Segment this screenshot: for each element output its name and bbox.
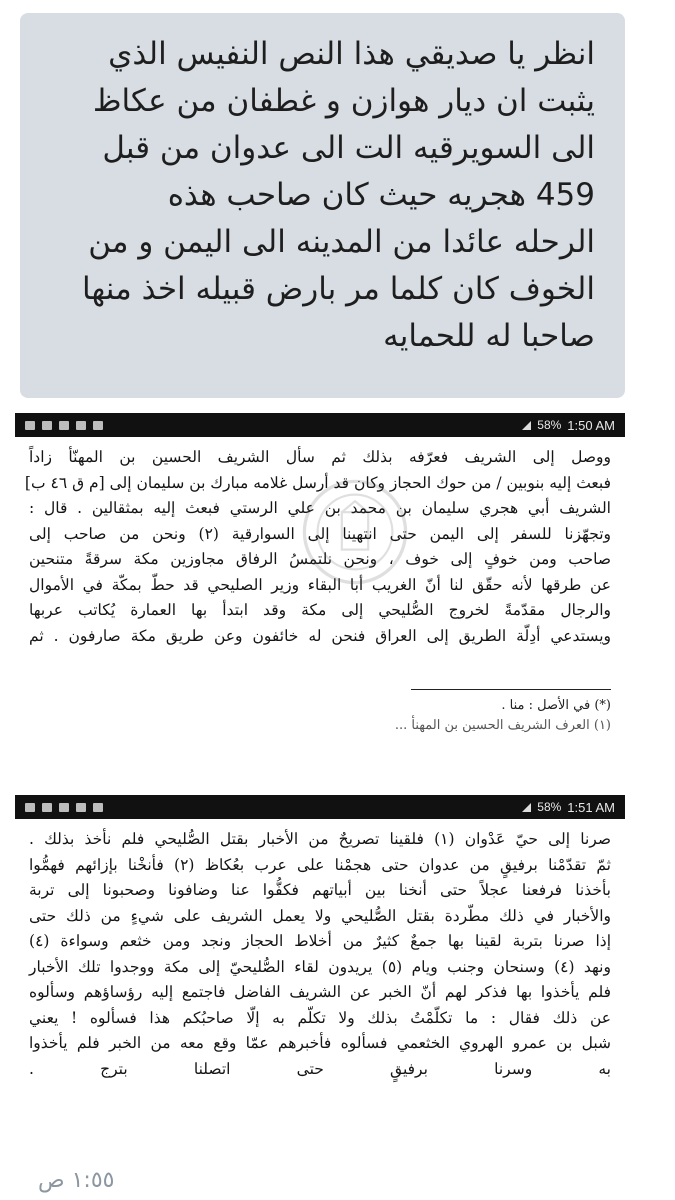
signal-icon xyxy=(522,803,531,812)
notification-icon xyxy=(25,803,35,812)
headset-icon xyxy=(93,803,103,812)
chat-message-bubble[interactable] xyxy=(20,13,625,398)
status-bar xyxy=(15,795,625,819)
book-text-line: صاحب ومن خوفٍ إلى خوف ، ونحن نلتمسُ الرفاق مجاوزين مكة سرقةً متنحين xyxy=(29,550,611,568)
status-bar xyxy=(15,413,625,437)
book-text-line: وتجهّزنا للسفر إلى اليمن حتى انتهينا إلى السوارقية (٢) ونحن من صاحب إلى xyxy=(29,524,611,543)
book-page xyxy=(15,437,625,733)
battery-level: 58% xyxy=(537,800,562,814)
message-line: يثبت ان ديار هوازن و غطفان من عكاظ xyxy=(92,83,595,119)
message-line: الى السويرقيه الت الى عدوان من قبل xyxy=(102,130,595,166)
footnote-cut: (١) العرف الشريف الحسين بن المهنأ ... xyxy=(394,718,611,733)
gallery-icon xyxy=(42,803,52,812)
book-text-line: ويستدعي أدِلّة الطريق إلى العراق فنحن له خائفون وعن طريق مكة صارفون . ثم xyxy=(29,626,611,645)
battery-level: 58% xyxy=(537,418,562,432)
book-text-line: بأخذنا فرفعنا عجلاً حتى أنخنا بين أبياتهم فكفُّوا عنا وضافونا وصحبونا إلى تربة xyxy=(29,881,611,899)
clock: 1:51 AM xyxy=(567,799,615,815)
book-text-line: ووصل إلى الشريف فعرّفه بذلك ثم سأل الشريف الحسين بن المهنّأ زاداً xyxy=(29,448,611,466)
message-timestamp: ١:٥٥ ص xyxy=(38,1168,115,1193)
headset-icon xyxy=(93,421,103,430)
book-text-line: ثمّ تقدّمْنا برفيقٍ من عدوان حتى هجمْنا على عرب بعُكاظ (٢) فأنخْنا بإزائهم فهمُّوا xyxy=(29,855,611,874)
book-text-line: به وسرنا برفيقٍ حتى اتصلنا بترج . xyxy=(29,1059,611,1078)
book-text-line: فبعث إليه بنوبين / من حوك الحجاز وكان قد أرسل غلامه مبارك بن سليمان إلى [م ق ٤٦ ب] xyxy=(24,473,611,492)
message-line: انظر يا صديقي هذا النص النفيس الذي xyxy=(108,36,595,72)
book-text-line: عن ذلك فقال : ما تكلّمْتُ بذلك ولا تكلّم به إلّا صاحبُكم هذا فسألوه ! يعني xyxy=(29,1008,611,1027)
book-text-line: والأخبار في ذلك مطّردة بقتل الصُّليحي ولا يعمل الشريف على شيءٍ من ذلك حتى xyxy=(29,906,611,925)
signal-icon xyxy=(522,421,531,430)
message-icon xyxy=(59,803,69,812)
book-text-line: شبل بن عمرو الهروي الخثعمي فسألوه فأخبرهم عمّا وقع معه من الخبر فلم يأخذوا xyxy=(29,1034,611,1052)
book-text-line: صرنا إلى حيّ عَدْوان (١) فلقينا تصريحٌ من الأخبار بقتل الصُّليحي فلم نأخذ بذلك . xyxy=(29,830,611,848)
message-line: صاحبا له للحمايه xyxy=(383,318,595,354)
message-icon xyxy=(59,421,69,430)
footnote-rule xyxy=(411,689,611,690)
book-text-line: فلم يأخذوا بها فذكر لهم أنّ الخبر عن الشريف الفاضل فاجتمع إليه رؤساؤهم وسألوه xyxy=(29,983,611,1001)
gallery-icon xyxy=(42,421,52,430)
message-line: الخوف كان كلما مر بارض قبيله اخذ منها xyxy=(82,271,595,307)
book-page xyxy=(15,819,625,1082)
notification-icon xyxy=(25,421,35,430)
book-text-line: إذا صرنا بتربة لقينا بها جمعٌ كثيرٌ من أخلاط الحجاز ونجد ومن خثعم وسواءة (٤) xyxy=(29,932,611,950)
book-text-line: والرجال مقدّمةً لخروج الصُّليحي إلى مكة وقد ابتدأ بها العمارة يُكاتب عربها xyxy=(29,601,611,619)
image-icon xyxy=(76,803,86,812)
attached-screenshot-2[interactable] xyxy=(15,795,625,1170)
book-text-line: عن طرقها لأنه حقّق لنا أنّ الغريب أبا البقاء وزير الصليحي قد حطّ بمكّة في الأموال xyxy=(29,575,611,594)
book-text-line: ونهد (٤) وسنحان وجنب ويام (٥) يريدون لقاء الصُّليحيّ إلى مكة ووجدوا تلك الأخبار xyxy=(29,957,611,976)
message-line: 459 هجريه حيث كان صاحب هذه xyxy=(167,177,595,213)
footnote: (*) في الأصل : منا . xyxy=(501,698,611,713)
attached-screenshot-1[interactable] xyxy=(15,413,625,780)
image-icon xyxy=(76,421,86,430)
book-text-line: الشريف أبي هجري سليمان بن محمد بن علي الرستي فبعث إليه بمثقالين . قال : xyxy=(29,499,611,517)
library-stamp-icon xyxy=(300,477,410,587)
message-line: الرحله عائدا من المدينه الى اليمن و من xyxy=(88,224,595,260)
clock: 1:50 AM xyxy=(567,417,615,433)
message-text xyxy=(35,31,595,360)
